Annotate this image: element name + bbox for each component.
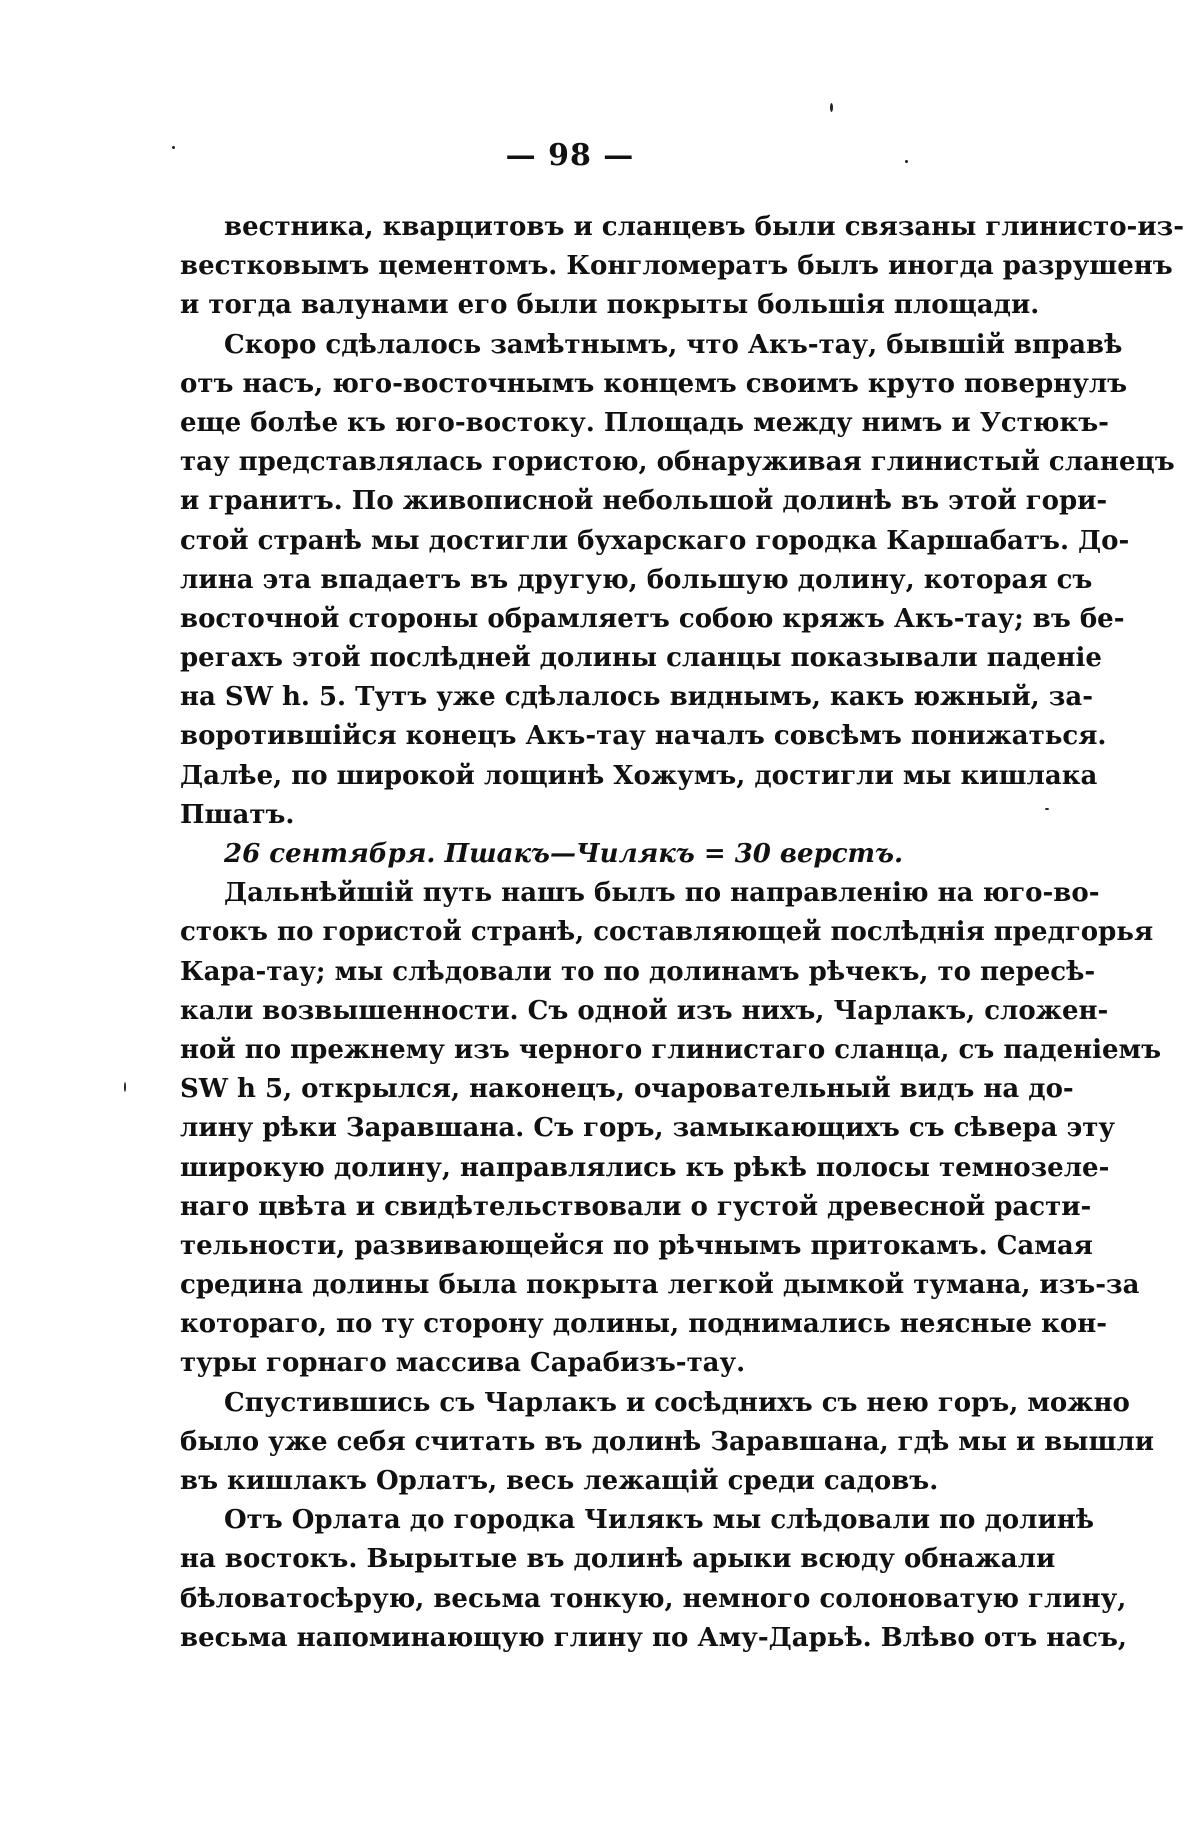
text-line: ной по прежнему изъ черного глинистаго сланца, съ паденіемъ (180, 1034, 1162, 1065)
text-line: еще болѣе къ юго-востоку. Площадь между нимъ и Устюкъ- (180, 407, 1109, 438)
text-line: на SW h. 5. Тутъ уже сдѣлалось виднымъ, какъ южный, за- (180, 682, 1093, 713)
text-line: котораго, по ту сторону долины, поднимались неясные кон- (180, 1309, 1108, 1340)
text-line: и гранитъ. По живописной небольшой долинѣ въ этой гори- (180, 486, 1108, 517)
text-line: тельности, развивающейся по рѣчнымъ притокамъ. Самая (180, 1230, 1093, 1261)
speck (830, 103, 833, 112)
speck (124, 1082, 126, 1092)
section-heading: 26 сентября. Пшакъ—Чилякъ = 30 верстъ. (224, 839, 904, 869)
text-line: кали возвышенности. Съ одной изъ нихъ, Чарлакъ, сложен- (180, 995, 1109, 1026)
text-line: широкую долину, направлялись къ рѣкѣ полосы темнозеле- (180, 1152, 1110, 1183)
text-line: Далѣе, по широкой лощинѣ Хожумъ, достигли мы кишлака (180, 760, 1098, 791)
text-line: тау представлялась гористою, обнаруживая глинистый сланецъ (180, 447, 1175, 478)
text-line: было уже себя считать въ долинѣ Заравшана, гдѣ мы и вышли (180, 1426, 1154, 1457)
paragraph (180, 1384, 1154, 1502)
text-line: Пшатъ. (180, 799, 295, 830)
page-number: — 98 — (505, 138, 635, 173)
text-line: Дальнѣйшій путь нашъ былъ по направленію на юго-во- (224, 878, 1100, 909)
text-line: весьма напоминающую глину по Аму-Дарьѣ. Влѣво отъ насъ, (180, 1622, 1127, 1653)
text-line: воротившійся конецъ Акъ-тау началъ совсѣмъ понижаться. (180, 721, 1107, 752)
text-line: Скоро сдѣлалось замѣтнымъ, что Акъ-тау, бывшій вправѣ (224, 329, 1123, 360)
body-text (180, 208, 1184, 1658)
text-line: Кара-тау; мы слѣдовали то по долинамъ рѣчекъ, то пересѣ- (180, 956, 1096, 987)
text-line: стокъ по гористой странѣ, составляющей послѣднія предгорья (180, 917, 1154, 948)
paragraph (180, 208, 1184, 326)
speck (1045, 808, 1049, 810)
text-line: Спустившись съ Чарлакъ и сосѣднихъ съ нею горъ, можно (224, 1387, 1130, 1418)
paragraph (180, 1501, 1127, 1658)
text-line: на востокъ. Вырытые въ долинѣ арыки всюду обнажали (180, 1544, 1056, 1575)
text-line: средина долины была покрыта легкой дымкой тумана, изъ-за (180, 1270, 1140, 1301)
text-line: туры горнаго массива Сарабизъ-тау. (180, 1348, 746, 1379)
text-line: Отъ Орлата до городка Чилякъ мы слѣдовали по долинѣ (224, 1505, 1095, 1536)
text-line: регахъ этой послѣдней долины сланцы показывали паденіе (180, 643, 1102, 674)
text-line: вестника, кварцитовъ и сланцевъ были связаны глинисто-из- (224, 212, 1184, 242)
text-line: и тогда валунами его были покрыты большія площади. (180, 290, 1040, 321)
text-line: вестковымъ цементомъ. Конгломератъ былъ иногда разрушенъ (180, 251, 1173, 282)
text-line: наго цвѣта и свидѣтельствовали о густой древесной расти- (180, 1191, 1092, 1222)
text-line: отъ насъ, юго-восточнымъ концемъ своимъ круто повернулъ (180, 368, 1128, 399)
text-line: лину рѣки Заравшана. Съ горъ, замыкающихъ съ сѣвера эту (180, 1113, 1116, 1144)
paragraph (180, 874, 1162, 1383)
text-line: въ кишлакъ Орлатъ, весь лежащій среди садовъ. (180, 1466, 939, 1496)
text-line: SW h 5, открылся, наконецъ, очаровательный видъ на до- (180, 1074, 1074, 1105)
text-line: лина эта впадаетъ въ другую, большую долину, которая съ (180, 564, 1093, 595)
paragraph (180, 326, 1175, 835)
text-line: бѣловатосѣрую, весьма тонкую, немного солоноватую глину, (180, 1583, 1127, 1614)
text-line: восточной стороны обрамляетъ собою кряжъ Акъ-тау; въ бе- (180, 603, 1125, 634)
text-line: стой странѣ мы достигли бухарскаго городка Каршабатъ. До- (180, 525, 1130, 556)
